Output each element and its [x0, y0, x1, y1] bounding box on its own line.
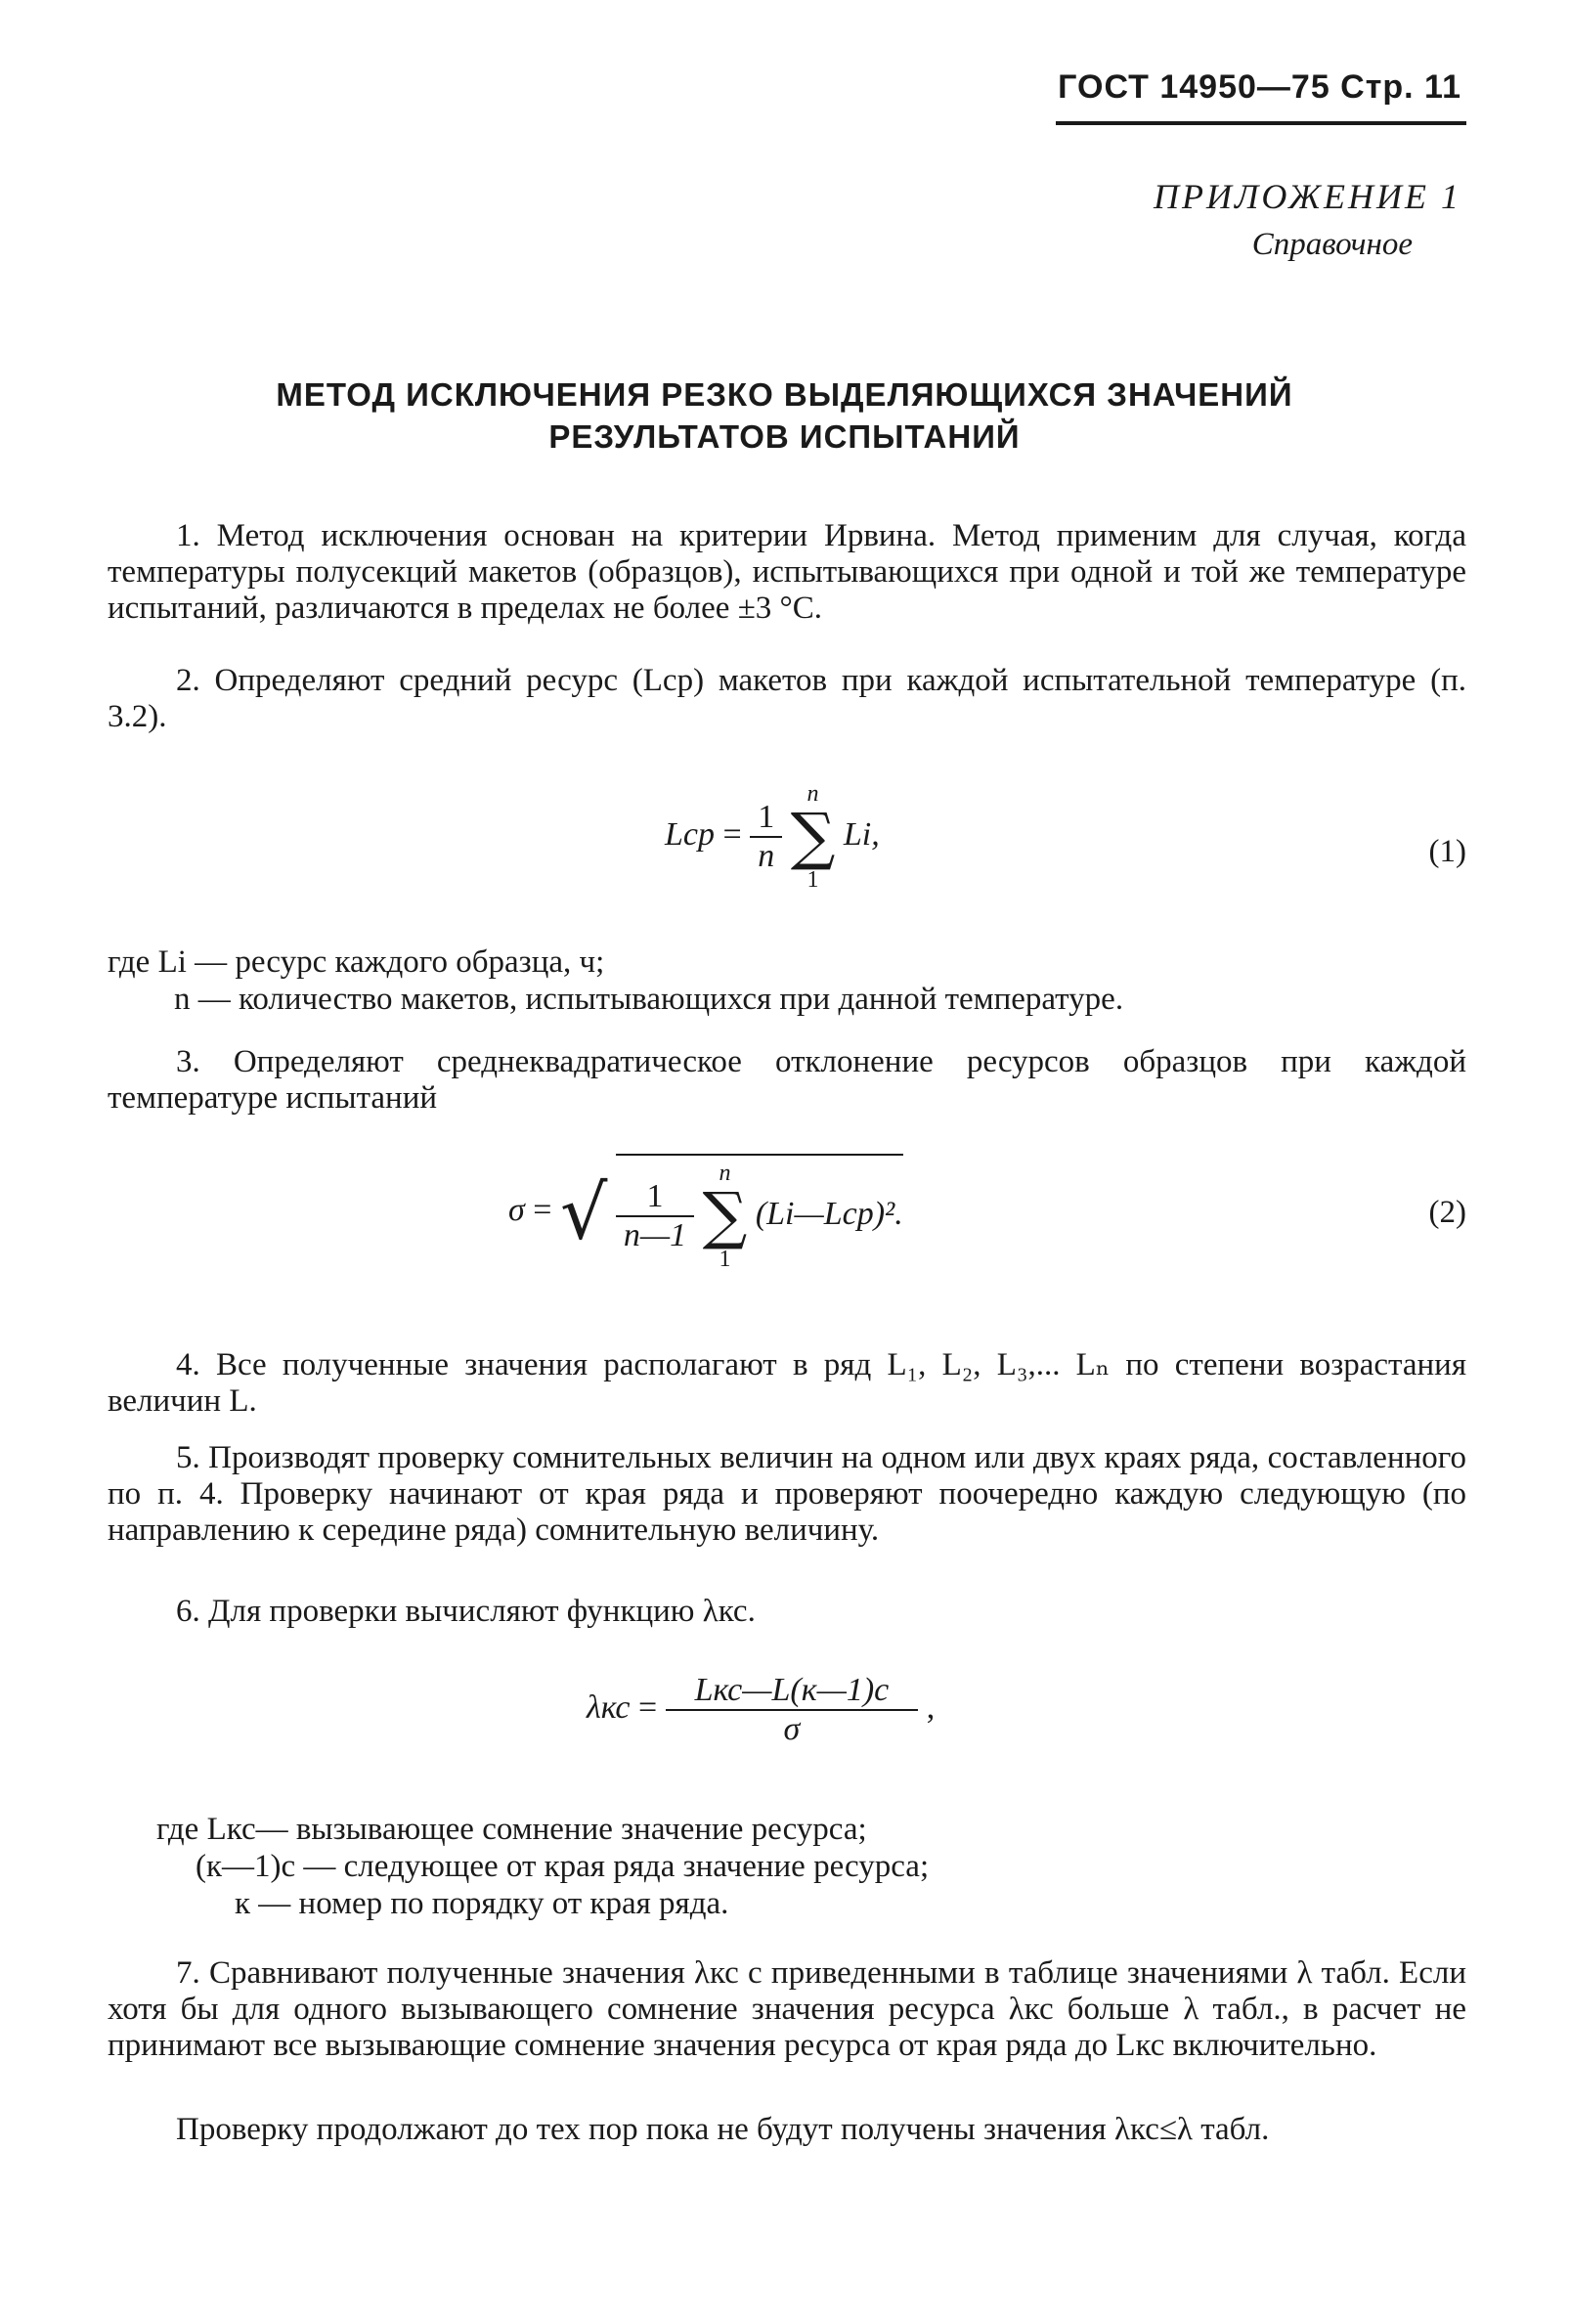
sum-icon: ∑ — [790, 801, 836, 873]
formula-1-sum — [791, 782, 836, 892]
formula-1-term: Li, — [843, 815, 880, 853]
where-1-line-2: n — количество макетов, испытывающихся при данной температуре. — [174, 982, 1124, 1017]
formula-1-lhs: Lср — [665, 815, 715, 853]
paragraph-1: 1. Метод исключения основан на критерии Ирвина. Метод применим для случая, когда температуры полусекций макетов (образцов), испытывающихся при одной и той же температуре испытаний, различаются в пределах не более ±3 °С. — [108, 518, 1466, 626]
paragraph-5: 5. Производят проверку сомнительных величин на одном или двух краях ряда, составленного по п. 4. Проверку начинают от края ряда и проверяют поочередно каждую следующую (по направлению к середине ряда) сомнительную величину. — [108, 1440, 1466, 1548]
formula-2-eq: = — [533, 1191, 552, 1228]
page-header: ГОСТ 14950—75 Стр. 11 — [1058, 68, 1461, 106]
where-1-line-1: где Li — ресурс каждого образца, ч; — [108, 944, 605, 980]
formula-2-denominator: n—1 — [623, 1217, 687, 1253]
formula-2-term: (Li—Lср)². — [755, 1195, 903, 1232]
formula-1-number: (1) — [1428, 834, 1466, 869]
formula-2-numerator: 1 — [616, 1178, 694, 1217]
header-rule — [1056, 121, 1466, 125]
paragraph-3: 3. Определяют среднеквадратическое отклонение ресурсов образцов при каждой температуре испытаний — [108, 1044, 1466, 1116]
formula-3 — [587, 1672, 935, 1748]
formula-2-sum-top: n — [719, 1161, 731, 1186]
paragraph-4: 4. Все полученные значения располагают в ряд L₁, L₂, L₃,... Lₙ по степени возрастания величин L. — [108, 1347, 1466, 1419]
where-3-line-3: к — номер по порядку от края ряда. — [235, 1886, 729, 1921]
formula-1-fraction — [750, 799, 782, 875]
formula-2-sum — [703, 1162, 748, 1271]
sqrt-icon: √ — [559, 1168, 608, 1256]
formula-3-numerator: Lкс—L(к—1)с — [666, 1672, 919, 1711]
formula-1 — [665, 782, 880, 892]
title-line-1: МЕТОД ИСКЛЮЧЕНИЯ РЕЗКО ВЫДЕЛЯЮЩИХСЯ ЗНАЧЕНИЙ — [276, 376, 1293, 413]
formula-3-tail: , — [926, 1688, 936, 1726]
paragraph-8: Проверку продолжают до тех пор пока не будут получены значения λкс≤λ табл. — [176, 2112, 1270, 2147]
formula-3-lhs: λкс — [587, 1688, 631, 1726]
paragraph-6: 6. Для проверки вычисляют функцию λкс. — [176, 1594, 756, 1629]
appendix-label: ПРИЛОЖЕНИЕ 1 — [1154, 177, 1461, 216]
formula-3-fraction — [666, 1672, 919, 1748]
formula-2-lhs: σ — [508, 1191, 525, 1228]
formula-1-sum-bottom: 1 — [806, 867, 819, 893]
paragraph-7: 7. Сравнивают полученные значения λкс с приведенными в таблице значениями λ табл. Если хотя бы для одного вызывающего сомнение значения ресурса λкс больше λ табл., в расчет не принимают все вызывающие сомнение значения ресурса от края ряда до Lкс включительно. — [108, 1955, 1466, 2063]
formula-2-radicand — [616, 1154, 903, 1271]
formula-1-numerator: 1 — [750, 799, 782, 838]
formula-1-sum-top: n — [806, 781, 819, 807]
sum-icon: ∑ — [702, 1180, 748, 1252]
formula-2-fraction — [616, 1178, 694, 1254]
formula-3-denominator: σ — [783, 1711, 801, 1747]
formula-1-denominator: n — [758, 838, 775, 874]
paragraph-2: 2. Определяют средний ресурс (Lср) макетов при каждой испытательной температуре (п. 3.2). — [108, 663, 1466, 734]
formula-3-eq: = — [637, 1688, 658, 1726]
where-3-line-2: (к—1)с — следующее от края ряда значение ресурса; — [196, 1849, 930, 1884]
appendix-type: Справочное — [1251, 227, 1413, 262]
formula-1-eq: = — [722, 815, 742, 853]
where-3-line-1: где Lкс— вызывающее сомнение значение ресурса; — [156, 1812, 867, 1847]
formula-2 — [508, 1154, 903, 1271]
formula-2-sum-bottom: 1 — [719, 1247, 731, 1272]
formula-2-number: (2) — [1428, 1195, 1466, 1230]
title-line-2: РЕЗУЛЬТАТОВ ИСПЫТАНИЙ — [548, 418, 1021, 455]
